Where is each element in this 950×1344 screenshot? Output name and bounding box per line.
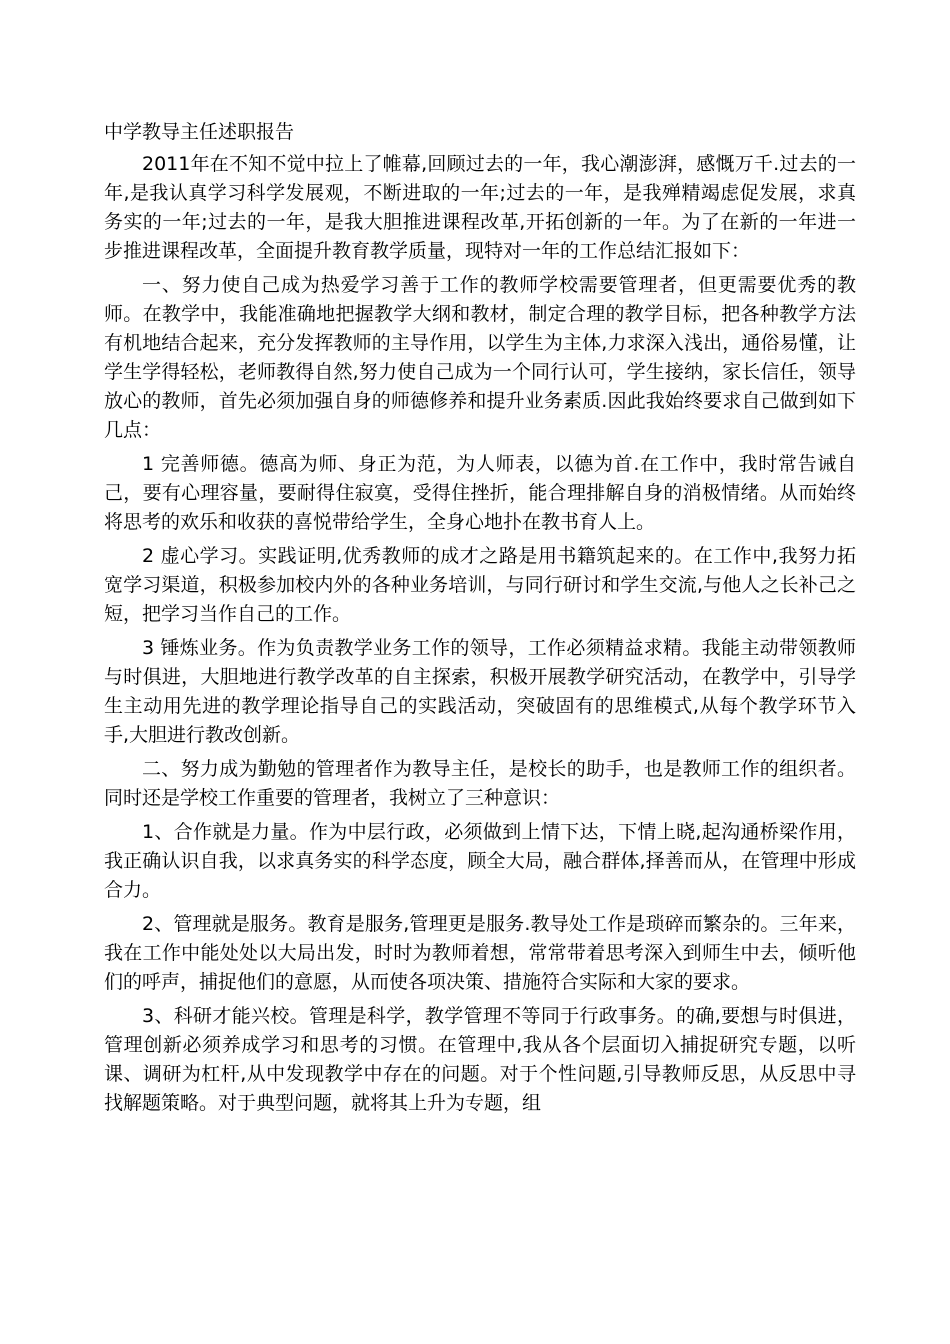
paragraph-awareness-3: 3、科研才能兴校。管理是科学，教学管理不等同于行政事务。的确,要想与时俱进，管理创新必须养成学习和思考的习惯。在管理中,我从各个层面切入捕捉研究专题，以听课、调研为杠杆,从中发现教学中存在的问题。对于个性问题,引导教师反思，从反思中寻找解题策略。对于典型问题，就将其上升为专题，组 <box>104 1005 856 1114</box>
paragraph-awareness-2: 2、管理就是服务。教育是服务,管理更是服务.教导处工作是琐碎而繁杂的。三年来，我在工作中能处处以大局出发，时时为教师着想，常常带着思考深入到师生中去，倾听他们的呼声，捕捉他们的意愿，从而使各项决策、措施符合实际和大家的要求。 <box>104 913 856 993</box>
paragraph-awareness-1: 1、合作就是力量。作为中层行政，必须做到上情下达，下情上晓,起沟通桥梁作用，我正确认识自我，以求真务实的科学态度，顾全大局，融合群体,择善而从，在管理中形成合力。 <box>104 821 856 901</box>
paragraph-section-2: 二、努力成为勤勉的管理者作为教导主任，是校长的助手，也是教师工作的组织者。同时还是学校工作重要的管理者，我树立了三种意识： <box>104 758 856 809</box>
paragraph-point-3: 3 锤炼业务。作为负责教学业务工作的领导，工作必须精益求精。我能主动带领教师与时俱进，大胆地进行教学改革的自主探索，积极开展教学研究活动，在教学中，引导学生主动用先进的教学理论指导自己的实践活动，突破固有的思维模式,从每个教学环节入手,大胆进行教改创新。 <box>104 637 856 746</box>
paragraph-point-1: 1 完善师德。德高为师、身正为范，为人师表，以德为首.在工作中，我时常告诫自己，要有心理容量，要耐得住寂寞，受得住挫折，能合理排解自身的消极情绪。从而始终将思考的欢乐和收获的喜悦带给学生，全身心地扑在教书育人上。 <box>104 453 856 533</box>
paragraph-point-2: 2 虚心学习。实践证明,优秀教师的成才之路是用书籍筑起来的。在工作中,我努力拓宽学习渠道，积极参加校内外的各种业务培训，与同行研讨和学生交流,与他人之长补己之短，把学习当作自己的工作。 <box>104 545 856 625</box>
paragraph-section-1: 一、努力使自己成为热爱学习善于工作的教师学校需要管理者，但更需要优秀的教师。在教学中，我能准确地把握教学大纲和教材，制定合理的教学目标，把各种教学方法有机地结合起来，充分发挥教师的主导作用，以学生为主体,力求深入浅出，通俗易懂，让学生学得轻松，老师教得自然,努力使自己成为一个同行认可，学生接纳，家长信任，领导放心的教师，首先必须加强自身的师德修养和提升业务素质.因此我始终要求自己做到如下几点： <box>104 274 856 441</box>
paragraph-intro: 2011年在不知不觉中拉上了帷幕,回顾过去的一年，我心潮澎湃，感慨万千.过去的一年,是我认真学习科学发展观，不断进取的一年;过去的一年，是我殚精竭虑促发展，求真务实的一年;过去的一年，是我大胆推进课程改革,开拓创新的一年。为了在新的一年进一步推进课程改革，全面提升教育教学质量，现特对一年的工作总结汇报如下： <box>104 153 856 262</box>
document-page <box>104 118 856 1123</box>
document-title: 中学教导主任述职报告 <box>104 121 295 143</box>
